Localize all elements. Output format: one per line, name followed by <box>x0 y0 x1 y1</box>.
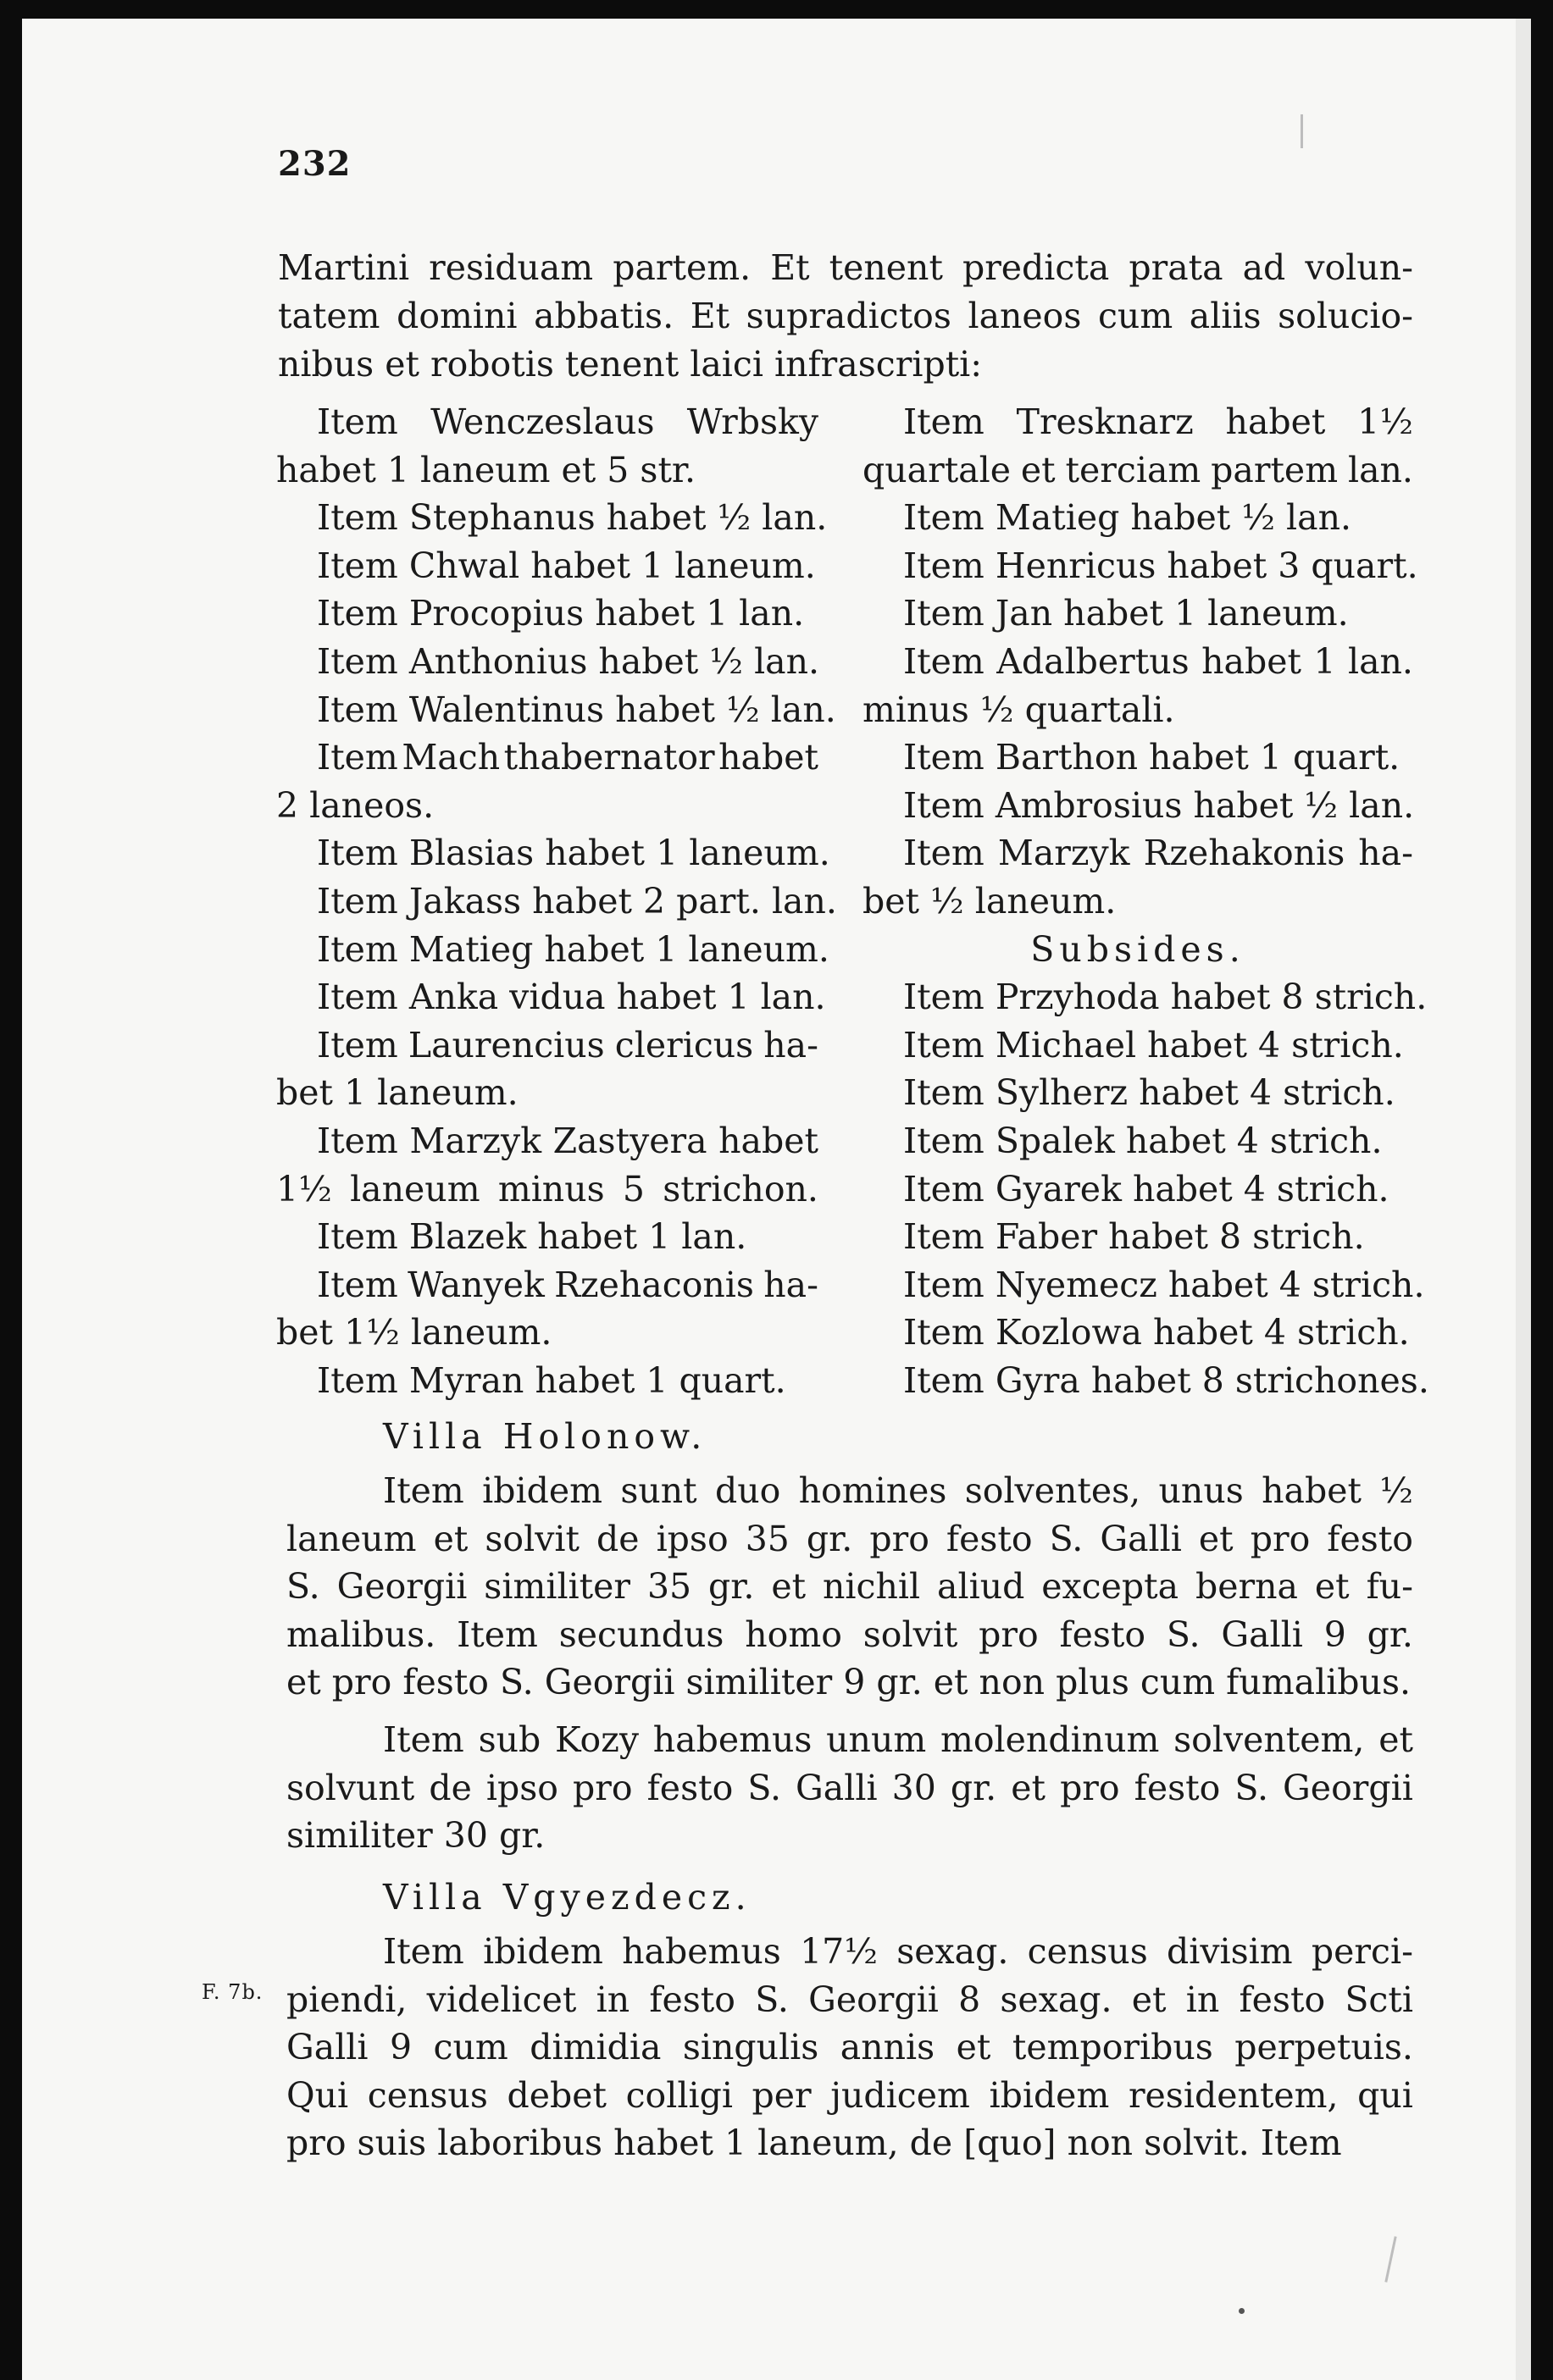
right-column-line: Item Marzyk Rzehakonis ha- <box>903 833 1413 874</box>
left-column-line: Item Walentinus habet ½ lan. <box>317 689 836 730</box>
paragraph-line: malibus. Item secundus homo solvit pro festo S. Galli 9 gr. <box>286 1613 1413 1655</box>
right-column-line: Item Adalbertus habet 1 lan. <box>903 640 1413 682</box>
paragraph-line: pro suis laboribus habet 1 laneum, de [quo] non solvit. Item <box>286 2123 1342 2164</box>
left-column-line: Item Anthonius habet ½ lan. <box>317 640 820 682</box>
paragraph-holonow-1 <box>286 1467 1413 1707</box>
section-heading-holonow: Villa Holonow. <box>383 1416 707 1457</box>
paragraph-line: solvunt de ipso pro festo S. Galli 30 gr. et pro festo S. Georgii <box>286 1767 1413 1808</box>
left-column-line: Item Blazek habet 1 lan. <box>317 1216 747 1258</box>
right-column-line: Item Sylherz habet 4 strich. <box>903 1072 1395 1114</box>
left-column-line: Item Chwal habet 1 laneum. <box>317 545 816 586</box>
left-column-line: Item Procopius habet 1 lan. <box>317 593 805 634</box>
page-number: 232 <box>278 144 352 184</box>
paragraph-vgyezdecz <box>286 1928 1413 2167</box>
right-column-line: Item Nyemecz habet 4 strich. <box>903 1264 1425 1305</box>
right-column-line: Item Spalek habet 4 strich. <box>903 1120 1383 1161</box>
right-column-line: Item Michael habet 4 strich. <box>903 1024 1404 1065</box>
right-column-line: bet ½ laneum. <box>862 880 1117 922</box>
right-column-line: Item Gyarek habet 4 strich. <box>903 1168 1389 1209</box>
right-column-line: Subsides. <box>1030 928 1245 970</box>
scan-artifact <box>1239 2308 1245 2314</box>
paragraph-line: piendi, videlicet in festo S. Georgii 8 sexag. et in festo Scti <box>286 1979 1413 2020</box>
margin-note: F. 7b. <box>202 1980 263 2004</box>
right-column-line: Item Ambrosius habet ½ lan. <box>903 784 1415 826</box>
right-column-line: Item Przyhoda habet 8 strich. <box>903 977 1428 1018</box>
right-column-line: quartale et terciam partem lan. <box>862 449 1413 490</box>
right-column-line: Item Tresknarz habet 1½ <box>903 401 1413 442</box>
right-column-line: Item Henricus habet 3 quart. <box>903 545 1418 586</box>
left-column-line: Item Wanyek Rzehaconis ha- <box>317 1264 818 1305</box>
left-column-line: Item Marzyk Zastyera habet <box>317 1120 818 1161</box>
left-column-line: Item Blasias habet 1 laneum. <box>317 833 830 874</box>
left-column-line: Item Laurencius clericus ha- <box>317 1024 818 1065</box>
paragraph-line: similiter 30 gr. <box>286 1815 546 1857</box>
left-column-line: habet 1 laneum et 5 str. <box>276 449 696 490</box>
right-column-line: Item Gyra habet 8 strichones. <box>903 1359 1429 1401</box>
paragraph-line: laneum et solvit de ipso 35 gr. pro festo S. Galli et pro festo <box>286 1518 1413 1559</box>
left-column-line: 2 laneos. <box>276 784 435 826</box>
paragraph-line: Galli 9 cum dimidia singulis annis et temporibus perpetuis. <box>286 2027 1413 2068</box>
paragraph-holonow-2 <box>286 1716 1413 1860</box>
paragraph-line: Item sub Kozy habemus unum molendinum solventem, et <box>383 1719 1413 1760</box>
paragraph-line: S. Georgii similiter 35 gr. et nichil aliud excepta berna et fu- <box>286 1566 1413 1608</box>
left-column-line: bet 1½ laneum. <box>276 1312 552 1353</box>
paragraph-line: et pro festo S. Georgii similiter 9 gr. et non plus cum fumalibus. <box>286 1662 1412 1703</box>
right-column <box>862 398 1429 1404</box>
right-column-line: Item Faber habet 8 strich. <box>903 1216 1365 1258</box>
left-column-line: Item Anka vidua habet 1 lan. <box>317 977 826 1018</box>
right-column-line: Item Barthon habet 1 quart. <box>903 737 1400 778</box>
scan-artifact <box>1301 114 1303 148</box>
right-column-line: Item Kozlowa habet 4 strich. <box>903 1312 1410 1353</box>
left-column-line: Item Mach thabernator habet <box>317 737 818 778</box>
paragraph-line: Item ibidem habemus 17½ sexag. census divisim perci- <box>383 1931 1413 1972</box>
left-column-line: Item Jakass habet 2 part. lan. <box>317 880 837 922</box>
intro-line: tatem domini abbatis. Et supradictos laneos cum aliis solucio- <box>278 296 1413 336</box>
left-column-line: Item Matieg habet 1 laneum. <box>317 928 829 970</box>
left-column-line: Item Stephanus habet ½ lan. <box>317 497 828 539</box>
intro-line: Martini residuam partem. Et tenent predicta prata ad volun- <box>278 247 1413 288</box>
right-column-line: Item Jan habet 1 laneum. <box>903 593 1349 634</box>
section-heading-vgyezdecz: Villa Vgyezdecz. <box>383 1877 752 1918</box>
paragraph-line: Item ibidem sunt duo homines solventes, unus habet ½ <box>383 1470 1413 1511</box>
left-column-line: Item Wenczeslaus Wrbsky <box>317 401 818 442</box>
right-column-line: minus ½ quartali. <box>862 689 1175 730</box>
left-column <box>276 398 837 1404</box>
right-column-line: Item Matieg habet ½ lan. <box>903 497 1352 539</box>
paragraph-line: Qui census debet colligi per judicem ibidem residentem, qui <box>286 2074 1413 2116</box>
left-column-line: 1½ laneum minus 5 strichon. <box>276 1168 818 1209</box>
left-column-line: bet 1 laneum. <box>276 1072 519 1114</box>
left-column-line: Item Myran habet 1 quart. <box>317 1359 786 1401</box>
intro-line: nibus et robotis tenent laici infrascripti: <box>278 344 983 385</box>
